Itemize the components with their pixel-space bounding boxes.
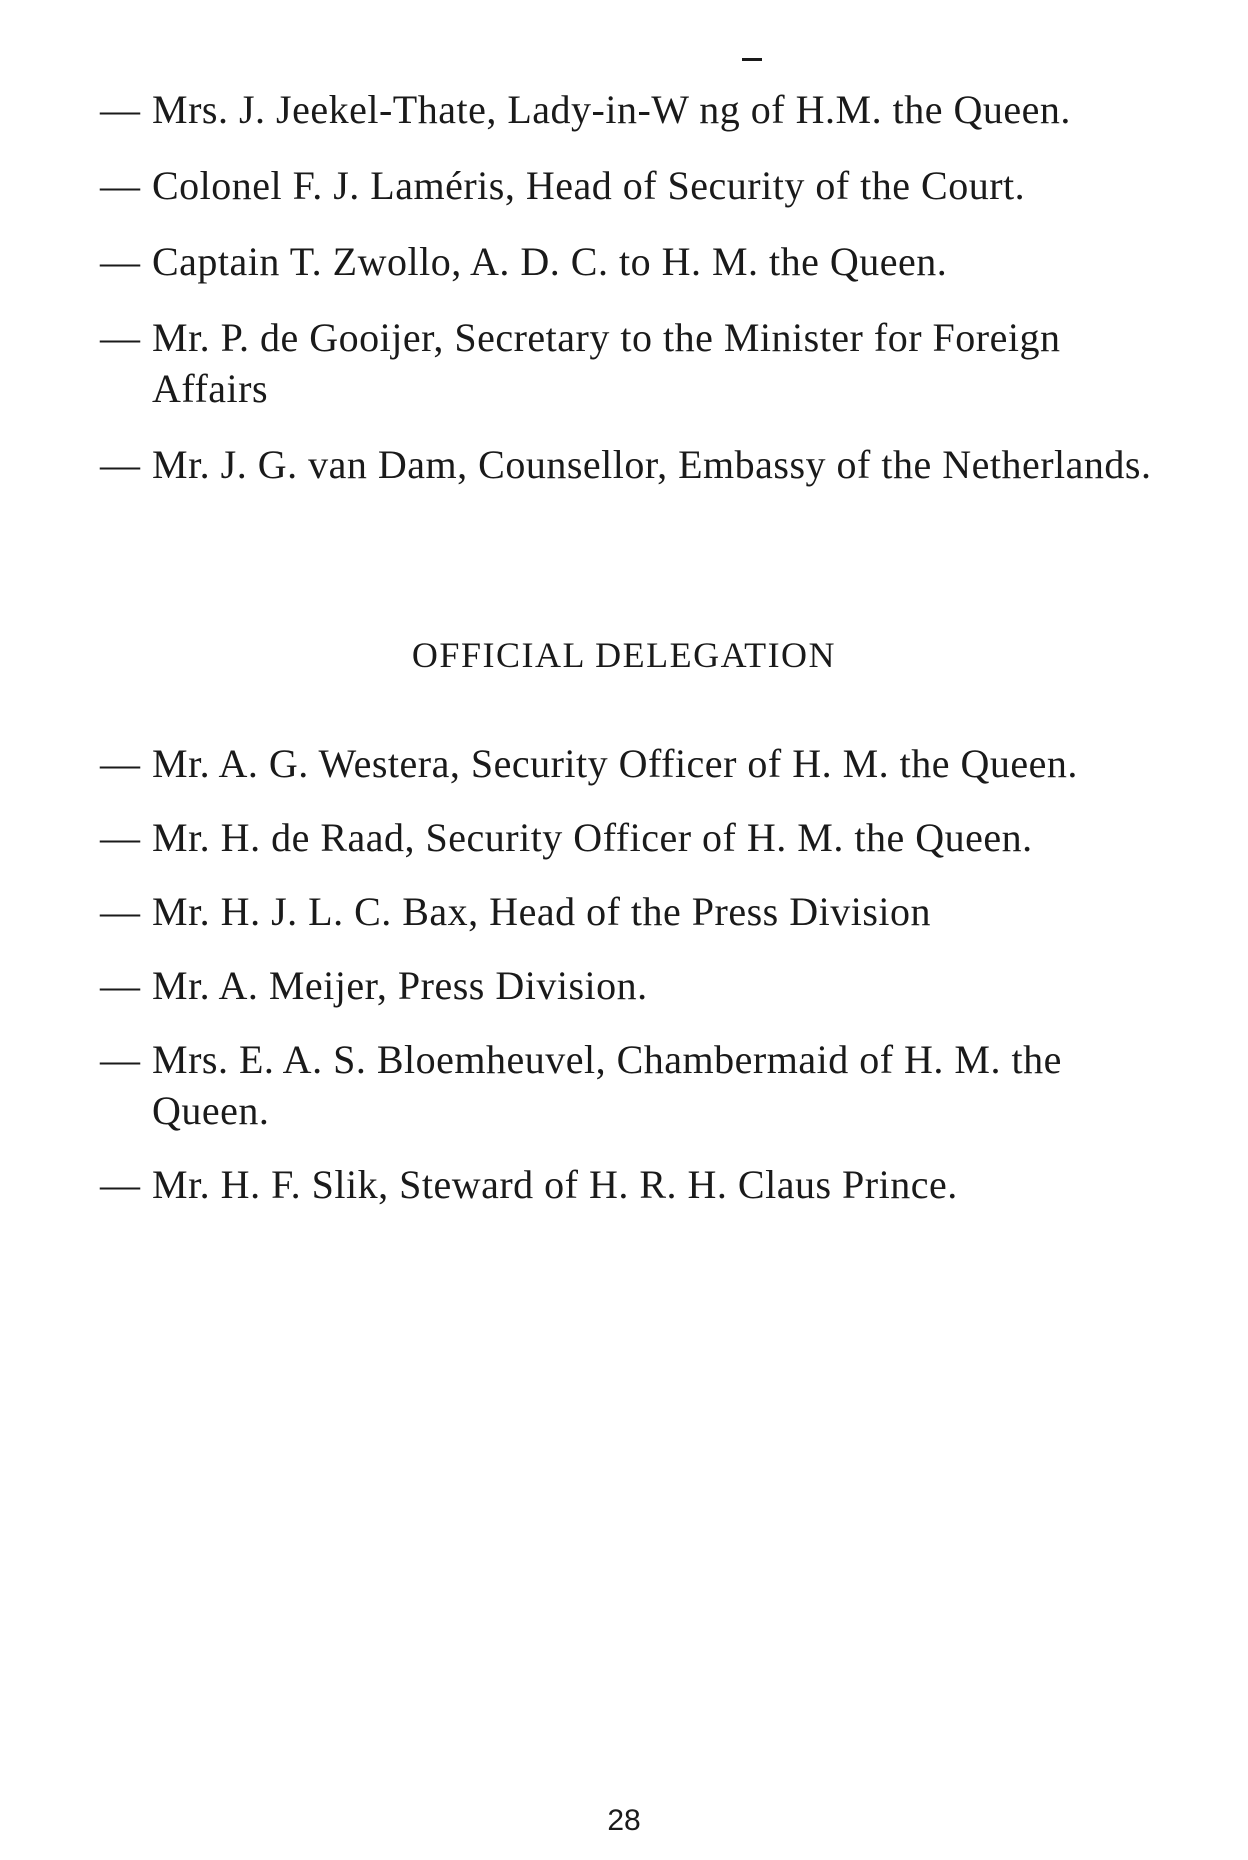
em-dash: — [100,315,141,360]
entry-text: Colonel F. J. Laméris, Head of Security of the Court. [152,163,1026,208]
entry-text: Captain T. Zwollo, A. D. C. to H. M. the Queen. [152,239,948,284]
list-item [100,738,1180,789]
entry-text: Mr. P. de Gooijer, Secretary to the Minister for Foreign Affairs [152,315,1061,411]
em-dash: — [100,442,141,487]
list-item [100,312,1180,414]
entry-text: Mrs. J. Jeekel-Thate, Lady-in-W ng of H.M. the Queen. [152,87,1071,132]
delegation-list-top [100,84,1180,515]
em-dash: — [100,741,141,786]
em-dash: — [100,963,141,1008]
em-dash: — [100,239,141,284]
em-dash: — [100,1162,141,1207]
list-item [100,84,1180,135]
entry-text: Mr. H. J. L. C. Bax, Head of the Press Division [152,889,932,934]
em-dash: — [100,163,141,208]
list-item [100,236,1180,287]
page-number: 28 [607,1804,641,1837]
list-item [100,960,1180,1011]
list-item [100,886,1180,937]
list-item [100,160,1180,211]
list-item [100,812,1180,863]
em-dash: — [100,815,141,860]
entry-text: Mr. A. Meijer, Press Division. [152,963,648,1008]
em-dash: — [100,1037,141,1082]
scan-artifact-mark [742,58,762,61]
entry-text: Mr. J. G. van Dam, Counsellor, Embassy of the Netherlands. [152,442,1152,487]
list-item [100,1159,1180,1210]
em-dash: — [100,87,141,132]
entry-text: Mr. H. F. Slik, Steward of H. R. H. Claus Prince. [152,1162,958,1207]
entry-text: Mrs. E. A. S. Bloemheuvel, Chambermaid of H. M. the Queen. [152,1037,1062,1133]
list-item [100,1034,1180,1136]
delegation-list-bottom [100,738,1180,1233]
list-item [100,439,1180,490]
entry-text: Mr. H. de Raad, Security Officer of H. M. the Queen. [152,815,1033,860]
section-heading: OFFICIAL DELEGATION [411,635,837,675]
em-dash: — [100,889,141,934]
entry-text: Mr. A. G. Westera, Security Officer of H. M. the Queen. [152,741,1078,786]
